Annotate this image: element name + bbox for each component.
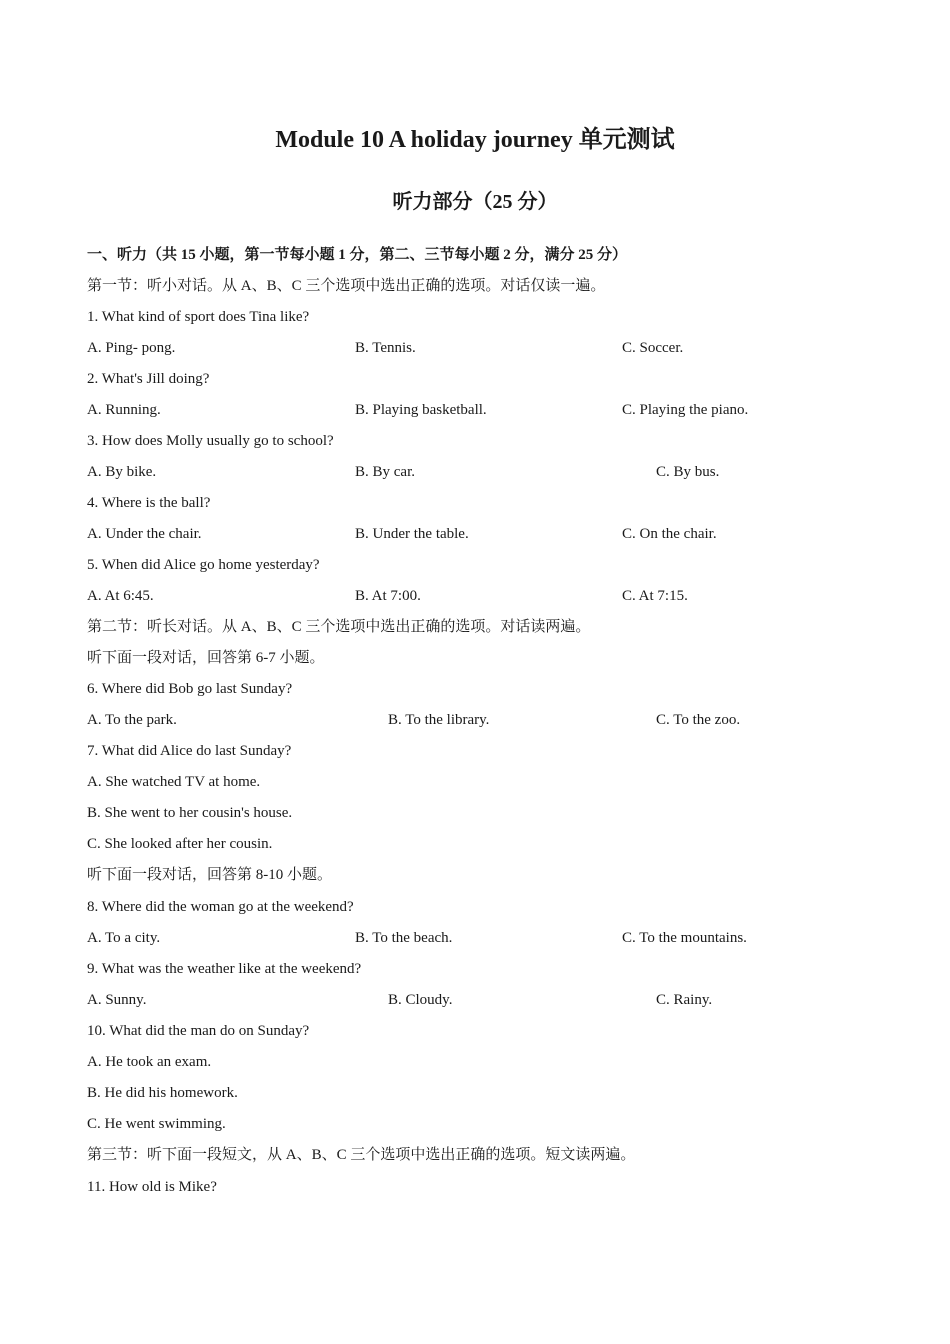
q2-option-b: B. Playing basketball. (355, 402, 487, 418)
q4-option-b: B. Under the table. (355, 526, 469, 542)
question-3: 3. How does Molly usually go to school? (87, 433, 334, 449)
section-instruction-1: 第一节：听小对话。从 A、B、C 三个选项中选出正确的选项。对话仅读一遍。 (87, 278, 606, 294)
q5-option-c: C. At 7:15. (622, 588, 688, 604)
q5-option-b: B. At 7:00. (355, 588, 421, 604)
q9-option-c: C. Rainy. (656, 992, 713, 1008)
q1-option-c: C. Soccer. (622, 340, 684, 356)
question-5: 5. When did Alice go home yesterday? (87, 557, 320, 573)
q3-option-a: A. By bike. (87, 464, 157, 480)
q6-option-a: A. To the park. (87, 712, 177, 728)
question-1: 1. What kind of sport does Tina like? (87, 309, 310, 325)
q7-option-b: B. She went to her cousin's house. (87, 805, 293, 821)
page-title: Module 10 A holiday journey 单元测试 (275, 127, 675, 153)
q4-option-a: A. Under the chair. (87, 526, 202, 542)
question-9: 9. What was the weather like at the weekend? (87, 961, 362, 977)
q10-option-a: A. He took an exam. (87, 1054, 212, 1070)
q4-option-c: C. On the chair. (622, 526, 717, 542)
q6-option-c: C. To the zoo. (656, 712, 741, 728)
q1-option-b: B. Tennis. (355, 340, 416, 356)
question-2: 2. What's Jill doing? (87, 371, 210, 387)
q9-option-a: A. Sunny. (87, 992, 147, 1008)
q10-option-b: B. He did his homework. (87, 1085, 238, 1101)
section-subtitle: 听力部分（25 分） (392, 191, 558, 213)
q10-option-c: C. He went swimming. (87, 1116, 226, 1132)
q3-option-c: C. By bus. (656, 464, 720, 480)
q2-option-a: A. Running. (87, 402, 161, 418)
q7-option-a: A. She watched TV at home. (87, 774, 261, 790)
q1-option-a: A. Ping- pong. (87, 340, 176, 356)
part-heading: 一、听力（共 15 小题，第一节每小题 1 分，第二、三节每小题 2 分，满分 25 分） (87, 247, 628, 263)
q7-option-c: C. She looked after her cousin. (87, 836, 273, 852)
question-8: 8. Where did the woman go at the weekend? (87, 899, 354, 915)
q9-option-b: B. Cloudy. (388, 992, 453, 1008)
section-instruction-2: 第二节：听长对话。从 A、B、C 三个选项中选出正确的选项。对话读两遍。 (87, 619, 591, 635)
dialogue-instruction-8-10: 听下面一段对话，回答第 8-10 小题。 (87, 867, 332, 883)
question-4: 4. Where is the ball? (87, 495, 211, 511)
q6-option-b: B. To the library. (388, 712, 490, 728)
q3-option-b: B. By car. (355, 464, 415, 480)
q8-option-b: B. To the beach. (355, 930, 453, 946)
section-instruction-3: 第三节：听下面一段短文，从 A、B、C 三个选项中选出正确的选项。短文读两遍。 (87, 1147, 636, 1163)
q8-option-a: A. To a city. (87, 930, 161, 946)
q8-option-c: C. To the mountains. (622, 930, 747, 946)
question-11: 11. How old is Mike? (87, 1179, 217, 1195)
question-6: 6. Where did Bob go last Sunday? (87, 681, 293, 697)
question-10: 10. What did the man do on Sunday? (87, 1023, 310, 1039)
q5-option-a: A. At 6:45. (87, 588, 154, 604)
question-7: 7. What did Alice do last Sunday? (87, 743, 292, 759)
q2-option-c: C. Playing the piano. (622, 402, 749, 418)
dialogue-instruction-6-7: 听下面一段对话，回答第 6-7 小题。 (87, 650, 325, 666)
